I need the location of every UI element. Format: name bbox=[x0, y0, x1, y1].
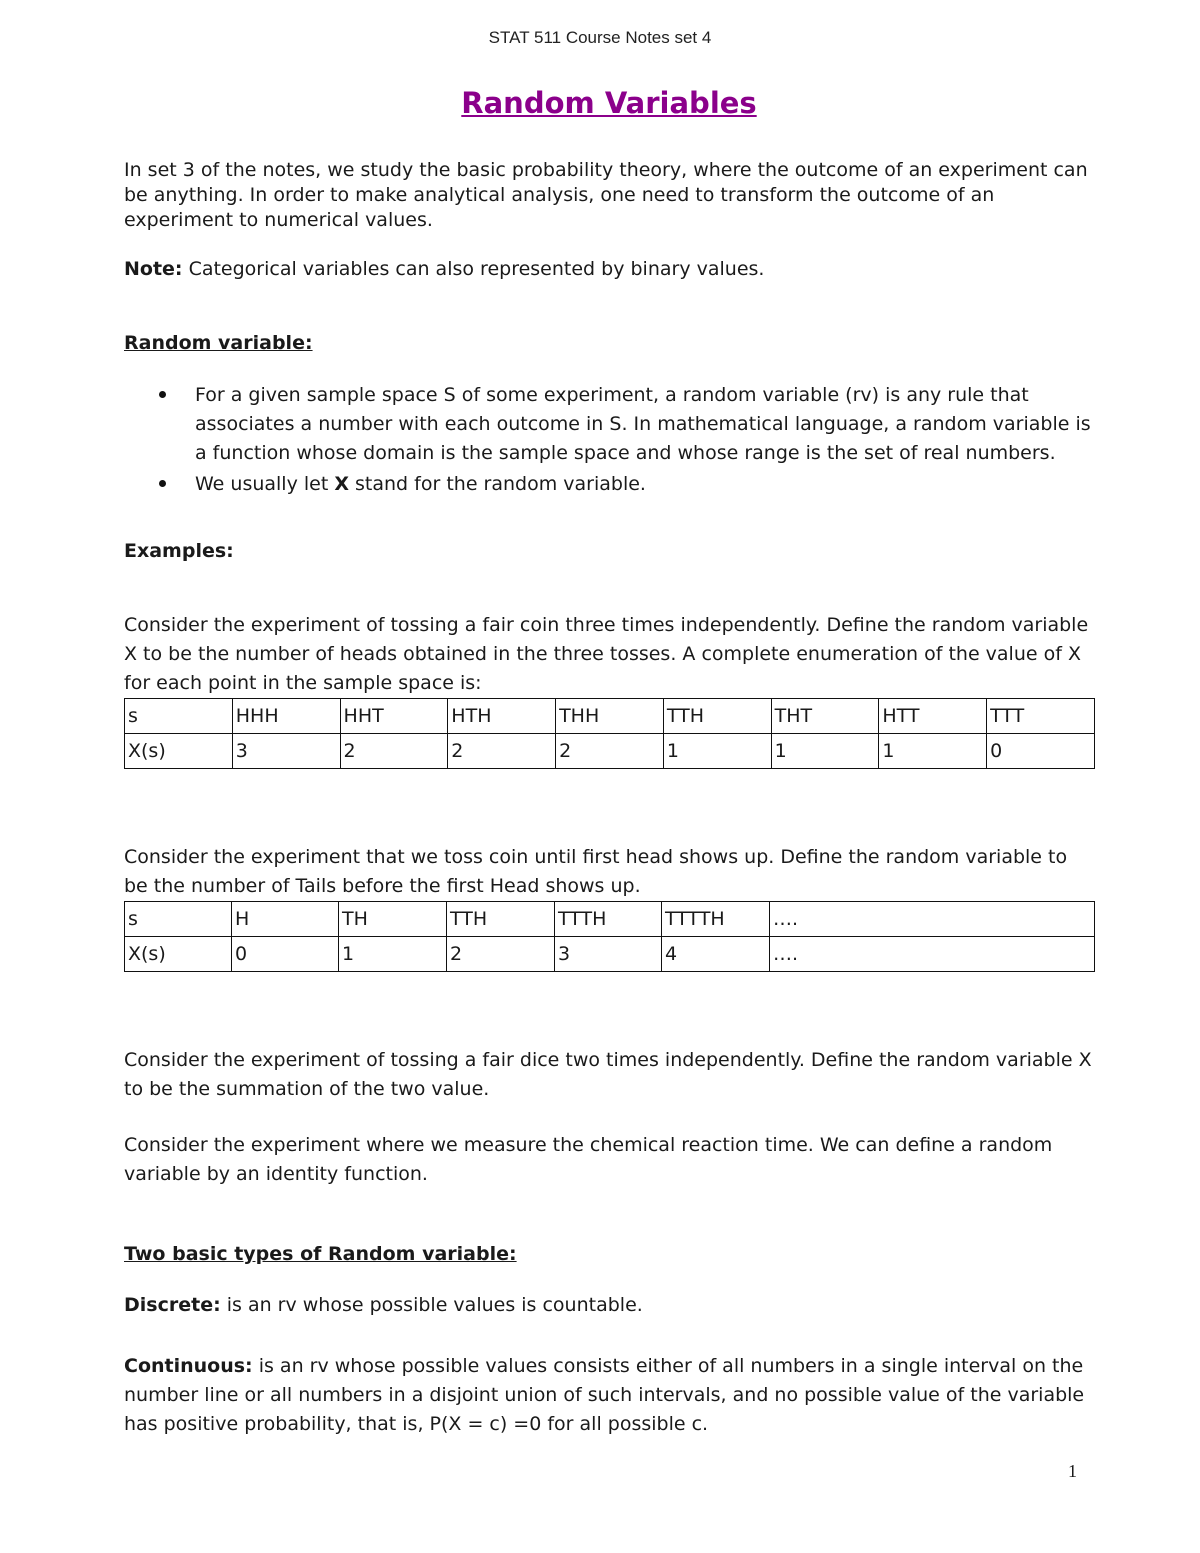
bullet-text-post: stand for the random variable. bbox=[348, 473, 646, 495]
table-cell: HTT bbox=[879, 699, 987, 734]
bullet-x-symbol: X bbox=[334, 473, 349, 495]
table-cell: THT bbox=[771, 699, 879, 734]
table-row bbox=[125, 937, 1095, 972]
types-heading: Two basic types of Random variable: bbox=[124, 1243, 517, 1265]
table-cell: 2 bbox=[556, 734, 664, 769]
discrete-definition bbox=[124, 1293, 1094, 1318]
table-cell: X(s) bbox=[125, 937, 232, 972]
bullet-item-notation bbox=[124, 470, 1094, 499]
page-title: Random Variables bbox=[461, 86, 757, 120]
note-paragraph bbox=[124, 257, 1094, 282]
bullet-dot-icon bbox=[159, 391, 166, 398]
examples-heading: Examples: bbox=[124, 540, 234, 562]
table-cell: 3 bbox=[232, 734, 340, 769]
discrete-label: Discrete: bbox=[124, 1294, 221, 1316]
table-cell: 2 bbox=[447, 937, 555, 972]
table-cell: X(s) bbox=[125, 734, 233, 769]
table-cell: HHT bbox=[340, 699, 448, 734]
table-cell: 0 bbox=[987, 734, 1095, 769]
table-cell: 2 bbox=[448, 734, 556, 769]
continuous-label: Continuous: bbox=[124, 1355, 253, 1377]
table-row bbox=[125, 734, 1095, 769]
table-cell: 2 bbox=[340, 734, 448, 769]
discrete-text: is an rv whose possible values is countable. bbox=[220, 1294, 643, 1316]
table-cell: TTH bbox=[663, 699, 771, 734]
random-variable-heading: Random variable: bbox=[124, 332, 313, 354]
table-cell: HTH bbox=[448, 699, 556, 734]
table-cell: 3 bbox=[555, 937, 662, 972]
definition-bullet-list bbox=[124, 381, 1094, 501]
example-first-head-paragraph: Consider the experiment that we toss coin until first head shows up. Define the random variable to be the number of Tails before the first Head shows up. bbox=[124, 846, 1068, 897]
table-cell: s bbox=[125, 902, 232, 937]
bullet-item-definition bbox=[124, 381, 1094, 468]
table-cell: TTTTH bbox=[662, 902, 770, 937]
table-cell: 1 bbox=[879, 734, 987, 769]
table-cell: TTH bbox=[447, 902, 555, 937]
continuous-text: is an rv whose possible values consists either of all numbers in a single interval on the number line or all numbers in a disjoint union of such intervals, and no possible value of the variable has positive probability, that is, P(X = c) =0 for all possible c. bbox=[124, 1355, 1085, 1435]
table-cell: …. bbox=[770, 937, 1095, 972]
continuous-definition bbox=[124, 1352, 1094, 1439]
table-cell: 0 bbox=[232, 937, 339, 972]
example-dice-paragraph: Consider the experiment of tossing a fair dice two times independently. Define the random variable X to be the summation of the two value. bbox=[124, 1049, 1092, 1100]
table-cell: 4 bbox=[662, 937, 770, 972]
bullet-text: For a given sample space S of some experiment, a random variable (rv) is any rule that associates a number with each outcome in S. In mathematical language, a random variable is a function whose domain is the sample space and whose range is the set of real numbers. bbox=[195, 384, 1091, 464]
bullet-dot-icon bbox=[159, 480, 166, 487]
table-row bbox=[125, 902, 1095, 937]
first-head-table bbox=[124, 901, 1095, 972]
table-cell: TTT bbox=[987, 699, 1095, 734]
running-header: STAT 511 Course Notes set 4 bbox=[488, 28, 712, 47]
note-text: Categorical variables can also represented by binary values. bbox=[182, 258, 765, 280]
table-row bbox=[125, 699, 1095, 734]
example-reaction-time-paragraph: Consider the experiment where we measure the chemical reaction time. We can define a random variable by an identity function. bbox=[124, 1134, 1053, 1185]
table-cell: …. bbox=[770, 902, 1095, 937]
table-cell: 1 bbox=[339, 937, 447, 972]
bullet-text-pre: We usually let bbox=[195, 473, 335, 495]
table-cell: 1 bbox=[663, 734, 771, 769]
table-cell: THH bbox=[556, 699, 664, 734]
note-label: Note: bbox=[124, 258, 183, 280]
table-cell: HHH bbox=[232, 699, 340, 734]
intro-paragraph: In set 3 of the notes, we study the basic probability theory, where the outcome of an experiment can be anything. In order to make analytical analysis, one need to transform the outcome of an experiment to numerical values. bbox=[124, 159, 1088, 231]
table-cell: 1 bbox=[771, 734, 879, 769]
table-cell: s bbox=[125, 699, 233, 734]
table-cell: TH bbox=[339, 902, 447, 937]
table-cell: H bbox=[232, 902, 339, 937]
example-coin-paragraph: Consider the experiment of tossing a fair coin three times independently. Define the random variable X to be the number of heads obtained in the three tosses. A complete enumeration of the value of X for each point in the sample space is: bbox=[124, 614, 1089, 694]
coin-toss-table bbox=[124, 698, 1095, 769]
page-number: 1 bbox=[1068, 1461, 1077, 1481]
table-cell: TTTH bbox=[555, 902, 662, 937]
